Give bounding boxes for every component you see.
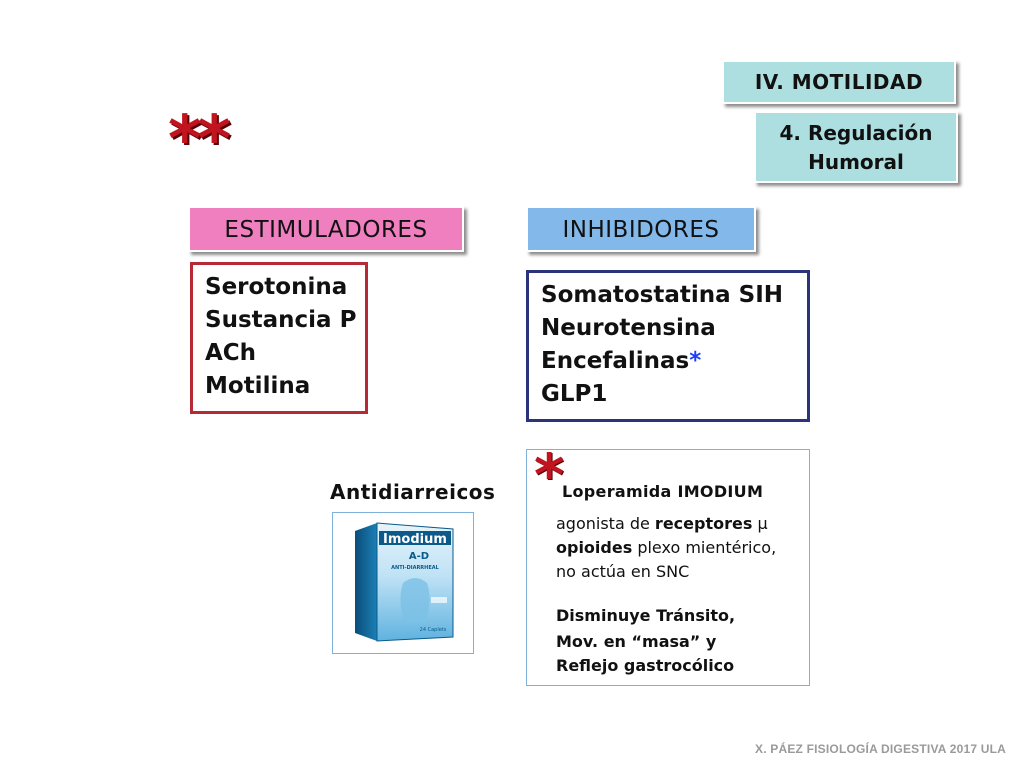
list-item-text: Encefalinas [541,348,690,374]
product-count: 24 Caplets [419,627,447,633]
info-text-bold: receptores [654,514,753,533]
info-line-3: no actúa en SNC [556,562,690,581]
inhibidores-title: INHIBIDORES [562,217,720,243]
loperamida-title: Loperamida IMODIUM [562,482,764,501]
list-item: Sustancia P [205,307,357,333]
list-item [541,345,807,378]
product-image-frame [332,512,474,654]
info-line-5: Mov. en “masa” y [556,632,717,651]
info-line-2 [556,538,776,557]
mu-symbol: µ [752,514,768,533]
estimuladores-title: ESTIMULADORES [224,217,428,243]
list-item: Serotonina [205,274,348,300]
inhibidores-header [526,206,756,252]
info-text: plexo mientérico, [632,538,777,557]
section-title: IV. MOTILIDAD [754,70,924,94]
subsection-title-line2: Humoral [808,150,904,174]
asterisk-marker-large: * [534,441,565,509]
info-line-4: Disminuye Tránsito, [556,606,736,625]
product-brand: Imodium [383,532,447,547]
estimuladores-header [188,206,464,252]
imodium-box-image [333,513,473,653]
list-item: Neurotensina [541,315,716,341]
info-line-1 [556,514,768,533]
list-item: Motilina [205,373,311,399]
product-sub: A-D [408,551,430,562]
list-item: Somatostatina SIH [541,282,784,308]
double-asterisk-marker: ** [168,103,227,177]
inhibidores-list [526,270,810,422]
list-item: GLP1 [541,381,608,407]
info-line-6: Reflejo gastrocólico [556,656,735,675]
product-tag: ANTI-DIARRHEAL [391,565,439,571]
asterisk-marker: * [689,348,702,374]
list-item: ACh [205,340,257,366]
estimuladores-list [190,262,368,414]
footer-credit: X. PÁEZ FISIOLOGÍA DIGESTIVA 2017 ULA [755,742,1006,756]
subsection-title-box [754,111,958,183]
subsection-title-line1: 4. Regulación [779,121,933,145]
antidiarreicos-label: Antidiarreicos [330,480,496,504]
info-text-bold: opioides [556,538,633,557]
section-title-box [722,60,956,104]
info-text: agonista de [556,514,655,533]
